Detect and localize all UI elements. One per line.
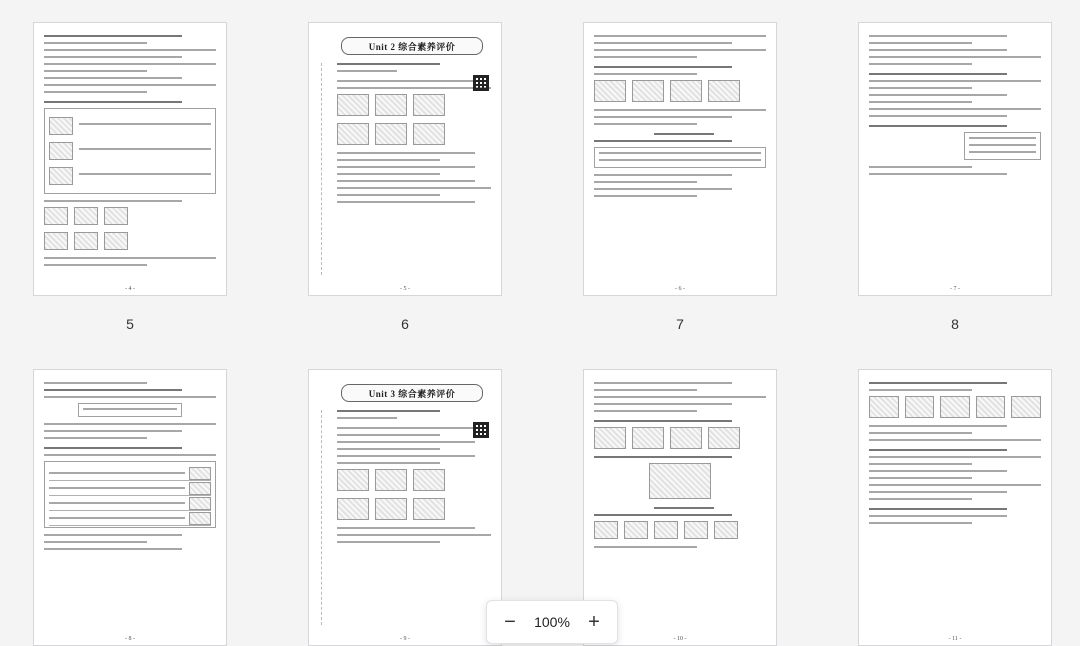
zoom-out-button[interactable] [501,612,519,632]
thumbnail-footer: - 8 - [125,636,135,642]
page-number-label: 7 [676,316,684,332]
page-content-preview [319,35,491,281]
page-content-preview [594,382,766,631]
thumbnail-footer: - 4 - [125,286,135,292]
unit-title-banner [341,384,483,402]
thumbnail-footer: - 6 - [675,286,685,292]
unit-title-banner [341,37,483,55]
minus-icon: − [504,611,516,633]
page-number-label: 8 [951,316,959,332]
page-content-preview [869,35,1041,281]
page-thumbnail[interactable] [33,22,227,296]
thumbnail-footer: - 11 - [948,636,962,642]
page-content-preview [869,382,1041,631]
page-thumbnail[interactable] [308,22,502,296]
page-thumbnail[interactable] [858,369,1052,646]
page-number-label: 6 [401,316,409,332]
zoom-level: 100% [534,614,570,630]
page-content-preview [594,35,766,281]
qr-code-icon [473,422,489,438]
thumbnail-footer: - 5 - [400,286,410,292]
page-number-label: 5 [126,316,134,332]
unit-title: Unit 2 综合素养评价 [368,41,456,52]
page-thumbnail[interactable] [858,22,1052,296]
thumbnail-footer: - 10 - [673,636,687,642]
page-thumbnail[interactable] [583,22,777,296]
zoom-control [486,600,618,644]
thumbnail-footer: - 9 - [400,636,410,642]
page-thumbnail[interactable] [308,369,502,646]
page-content-preview [44,35,216,281]
plus-icon: + [588,611,600,633]
qr-code-icon [473,75,489,91]
page-content-preview [319,382,491,631]
page-content-preview [44,382,216,631]
unit-title: Unit 3 综合素养评价 [368,388,456,399]
thumbnail-footer: - 7 - [950,286,960,292]
page-thumbnail[interactable] [33,369,227,646]
zoom-in-button[interactable] [585,612,603,632]
